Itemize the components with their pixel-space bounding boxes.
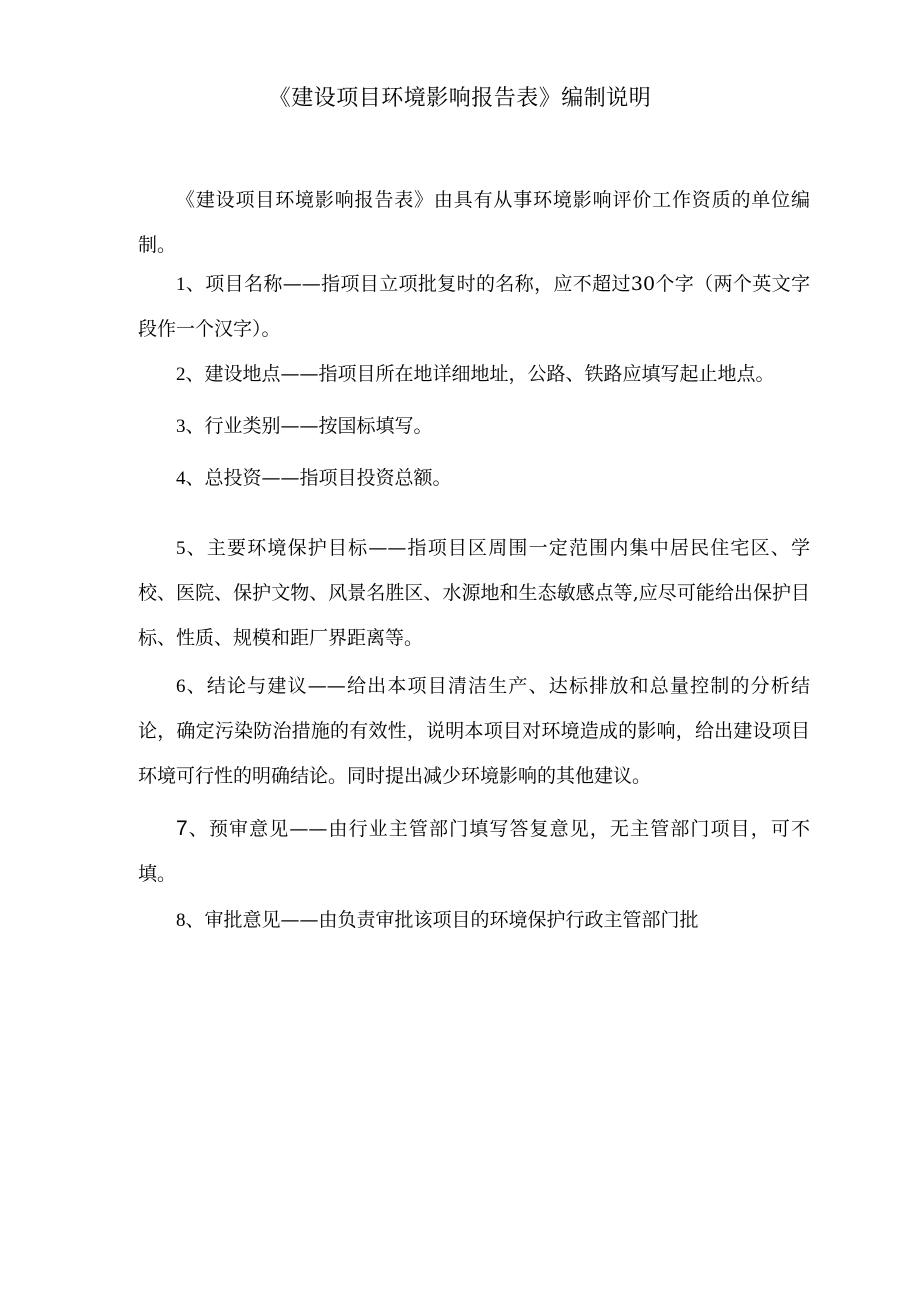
item-text: 、审批意见——由负责审批该项目的环境保护行政主管部门批 [185,909,699,931]
intro-text: 《建设项目环境影响报告表》由具有从事环境影响评价工作资质的单位编制。 [138,189,810,256]
item-text: 、建设地点——指项目所在地详细地址，公路、铁路应填写起止地点。 [185,363,775,385]
intro-paragraph [138,178,810,268]
item-number: 2 [176,364,186,385]
item-number: 6 [176,676,186,697]
item-number: 4 [176,468,186,489]
item-7 [138,806,810,897]
item-4 [138,456,810,501]
item-text: 、主要环境保护目标——指项目区周围一定范围内集中居民住宅区、学校、医院、保护文物、风景名胜区、水源地和生态敏感点等,应尽可能给出保护目标、性质、规模和距厂界距离等。 [138,537,810,649]
item-number: 5 [176,538,186,559]
item-text: 、总投资——指项目投资总额。 [185,467,452,489]
item-text: 、项目名称——指项目立项批复时的名称，应不超过30个字（两个英文字段作一个汉字）。 [138,273,810,340]
item-number: 8 [176,910,186,931]
item-6 [138,664,810,799]
item-1 [138,262,810,352]
item-number: 7 [176,817,188,840]
item-3 [138,404,810,449]
item-text: 、预审意见——由行业主管部门填写答复意见，无主管部门项目，可不填。 [138,818,810,885]
item-8 [138,898,810,943]
document-title: 《建设项目环境影响报告表》编制说明 [268,86,652,111]
item-2 [138,352,810,397]
item-text: 、结论与建议——给出本项目清洁生产、达标排放和总量控制的分析结论，确定污染防治措施的有效性，说明本项目对环境造成的影响，给出建设项目环境可行性的明确结论。同时提出减少环境影响的其他建议。 [138,675,810,787]
item-5 [138,526,810,661]
item-text: 、行业类别——按国标填写。 [185,415,433,437]
item-number: 3 [176,416,186,437]
item-number: 1 [176,274,186,295]
